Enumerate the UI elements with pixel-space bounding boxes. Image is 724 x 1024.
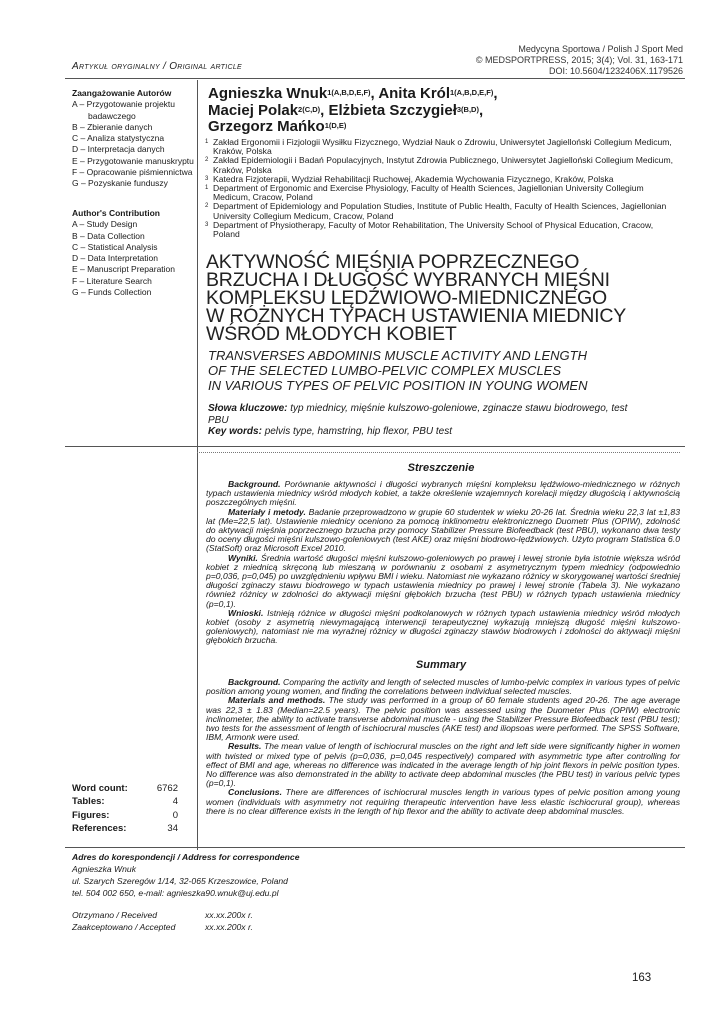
affiliation-number: 1 xyxy=(205,139,209,145)
title-line: W RÓŻNYCH TYPACH USTAWIENIA MIEDNICY xyxy=(206,305,627,327)
keywords xyxy=(208,403,648,438)
paragraph-text: Comparing the activity and length of selected muscles of lumbo-pelvic complex in various types of pelvic position among young women, and finding the correlations between individual selected muscles. xyxy=(206,677,681,697)
author xyxy=(208,102,328,119)
date-row xyxy=(72,921,253,933)
author-name: Anita Król xyxy=(378,85,450,102)
section-divider xyxy=(65,446,685,447)
title-english xyxy=(208,348,678,393)
article-type: Artykuł oryginalny / Original article xyxy=(72,61,243,72)
stat-label: Tables: xyxy=(72,796,105,808)
author xyxy=(208,85,378,102)
journal-name: Medycyna Sportowa / Polish J Sport Med xyxy=(518,44,683,54)
stat-value: 0 xyxy=(172,809,178,821)
paragraph-label: Materiały i metody. xyxy=(228,506,306,517)
author-superscript: 3(B,D) xyxy=(456,104,479,114)
affiliation-text: Department of Epidemiology and Population Studies, Institute of Public Health, Faculty of Health Sciences, Jagiellonian University Collegium Medicum, Cracow, Poland xyxy=(213,201,667,221)
abstract-paragraph xyxy=(206,508,680,554)
author-superscript: 2(C,D) xyxy=(298,104,321,114)
title-line: IN VARIOUS TYPES OF PELVIC POSITION IN YOUNG WOMEN xyxy=(208,378,588,393)
abstract-paragraph xyxy=(206,480,680,508)
author-name: Grzegorz Mańko xyxy=(208,118,325,135)
contribution-item: G – Pozyskanie funduszy xyxy=(72,178,168,189)
stat-value: 34 xyxy=(167,822,178,834)
title-line: AKTYWNOŚĆ MIĘŚNIA POPRZECZNEGO xyxy=(206,251,580,273)
contribution-item: C – Analiza statystyczna xyxy=(72,133,165,144)
contribution-item: E – Manuscript Preparation xyxy=(72,264,175,275)
author-separator: , xyxy=(493,85,498,102)
author-name: Elżbieta Szczygieł xyxy=(328,101,457,119)
author-line xyxy=(208,119,668,136)
affiliation-text: Zakład Ergonomii i Fizjologii Wysiłku Fizycznego, Wydział Nauk o Zdrowiu, Uniwersytet Jagielloński Collegium Medicum, Kraków, Polska xyxy=(213,137,672,157)
journal-copyright: © MEDSPORTPRESS, 2015; 3(4); Vol. 31, 163-171 xyxy=(475,55,683,65)
affiliation-number: 2 xyxy=(205,157,209,164)
paragraph-label: Background. xyxy=(228,479,281,489)
article-stats xyxy=(72,782,178,835)
stat-label: References: xyxy=(72,822,127,834)
contribution-item: C – Statistical Analysis xyxy=(72,241,158,252)
author-superscript: 1(A,B,D,E,F) xyxy=(449,88,494,97)
affiliation-text: Department of Physiotherapy, Faculty of Motor Rehabilitation, The University School of Physical Education, Cracow, Poland xyxy=(213,219,654,240)
correspondence-line: ul. Szarych Szeregów 1/14, 32-065 Krzeszowice, Poland xyxy=(72,876,288,886)
author xyxy=(328,102,483,119)
journal-doi: DOI: 10.5604/1232406X.1179526 xyxy=(549,66,683,76)
abstract-paragraph xyxy=(206,742,680,788)
dates xyxy=(72,909,253,933)
keywords-pl-label: Słowa kluczowe: xyxy=(208,403,288,414)
affiliation xyxy=(205,221,675,239)
paragraph-label: Conclusions. xyxy=(228,787,282,798)
keywords-pl xyxy=(208,403,648,426)
affiliation xyxy=(205,138,675,156)
paragraph-label: Results. xyxy=(228,741,262,752)
paragraph-label: Materials and methods. xyxy=(228,695,326,706)
stat-label: Figures: xyxy=(72,809,110,821)
title-line: KOMPLEKSU LĘDŹWIOWO-MIEDNICZNEGO xyxy=(206,287,607,309)
title-polish xyxy=(206,253,676,343)
author-separator: , xyxy=(370,85,379,102)
keywords-en-label: Key words: xyxy=(208,426,262,437)
title-line: WŚRÓD MŁODYCH KOBIET xyxy=(206,323,457,345)
contribution-item: F – Literature Search xyxy=(72,275,152,286)
date-label: Zaakceptowano / Accepted xyxy=(72,922,176,932)
stat-row xyxy=(72,795,178,808)
title-line: BRZUCHA I DŁUGOŚĆ WYBRANYCH MIĘŚNI xyxy=(206,269,610,291)
paragraph-text: The mean value of length of ischiocrural muscles on the right and left side were significantly higher in women with twisted or mixed type of pelvis (p=0,036, p=0,045 respectively) compared with asymmetric type after controlling for effect of BMI and age, whereas no difference was indicated in the average length of hip joint flexors in pelvic position types. No difference was also demonstrated in the ability to activate deep abdominal muscles (the PBU test) in various pelvic types (p=0,1). xyxy=(206,741,681,789)
paragraph-text: Średnia wartość długości mięśni kulszowo-goleniowych po prawej i lewej stronie była istotnie większa wśród kobiet z miednicą skręconą lub mieszaną w porównaniu z osobami z asymetrycznym typem miednicy (odpowiednio p=0,036, p=0,045) po uwzględnieniu wpływu BMI i wieku. Natomiast nie wykazano różnicy w skorygowanej wartości średniej długości zginaczy stawu biodrowego w typach ustawienia miednicy po prawej i lewej stronie (Tabela 3). Nie wykazano również różnicy w zdolności do aktywacji mięśni głębokich brzucha (test PBU) w różnych typach ustawienia miednicy (p=0,1). xyxy=(206,552,680,609)
author-separator: , xyxy=(320,101,329,119)
contribution-item: B – Zbieranie danych xyxy=(72,121,153,132)
contribution-item: D – Data Interpretation xyxy=(72,253,158,264)
stat-row xyxy=(72,822,178,835)
contribution-item: badawczego xyxy=(88,110,136,121)
author-superscript: 1(D,E) xyxy=(324,121,347,130)
contribution-item: B – Data Collection xyxy=(72,230,145,241)
keywords-pl-text: typ miednicy, mięśnie kulszowo-goleniowe, zginacze stawu biodrowego, test PBU xyxy=(208,403,628,426)
stat-value: 6762 xyxy=(156,783,178,794)
date-label: Otrzymano / Received xyxy=(72,910,158,920)
affiliation-number: 3 xyxy=(205,175,209,182)
contribution-heading-en: Author's Contribution xyxy=(72,208,160,218)
abstract-paragraph xyxy=(206,678,680,696)
date-value: xx.xx.200x r. xyxy=(205,910,253,920)
keywords-en xyxy=(208,426,648,438)
top-divider xyxy=(65,78,685,79)
affiliation-number: 3 xyxy=(205,221,209,228)
stat-label: Word count: xyxy=(72,783,128,794)
stat-row xyxy=(72,809,178,822)
author-contribution-en xyxy=(72,208,190,298)
paragraph-text: Badanie przeprowadzono w grupie 60 studentek w wieku 20-26 lat. Średnia wieku 22,3 lat ±1,83 lat (Me=22,5 lat). Ustawienie miednicy oceniono za pomocą inklinometru elektronicznego Duometr Plus (OPIW), zdolność do aktywacji mięśnia poprzecznego brzucha przy pomocy Stabilizer Pressure Biofeedback (test PBU), wykonano dwa testy do oceny długości mięśni kulszowo-goleniowych (test AKE) oraz mięśni biodrowo-lędźwiowych. Użyto program Statistica 6.0 (StatSoft) oraz Microsoft Excel 2010. xyxy=(206,506,680,554)
paragraph-text: There are differences of ischiocrural muscles length in various types of pelvic position among young women (individuals with asymmetry not requiring therapeutic intervention have less elastic ischiocrural group), whereas there is no clear difference exists in the length of hip flexor and the ability to activate deep abdominal muscles. xyxy=(206,787,680,816)
date-value: xx.xx.200x r. xyxy=(205,922,253,932)
abstract-english xyxy=(206,678,680,816)
paragraph-label: Wnioski. xyxy=(228,607,264,618)
date-row xyxy=(72,909,253,921)
correspondence-heading: Adres do korespondencji / Address for correspondence xyxy=(72,852,300,862)
abstract-polish xyxy=(206,480,680,646)
abstract-paragraph xyxy=(206,788,680,816)
affiliation xyxy=(205,202,675,220)
contribution-item: G – Funds Collection xyxy=(72,287,152,298)
affiliation-number: 1 xyxy=(205,185,209,192)
contribution-item: D – Interpretacja danych xyxy=(72,144,165,155)
affiliation-number: 2 xyxy=(205,203,209,210)
affiliation xyxy=(205,156,675,174)
title-line: TRANSVERSES ABDOMINIS MUSCLE ACTIVITY AND LENGTH xyxy=(208,348,587,363)
paragraph-label: Background. xyxy=(228,677,281,687)
author-name: Agnieszka Wnuk xyxy=(208,85,328,102)
page-number: 163 xyxy=(632,972,652,984)
author-line xyxy=(208,103,668,120)
author-name: Maciej Polak xyxy=(208,101,299,119)
author-list xyxy=(208,86,668,136)
summary-heading: Summary xyxy=(415,659,467,671)
streszczenie-heading: Streszczenie xyxy=(407,462,475,474)
author-line xyxy=(208,86,668,103)
contribution-item: F – Opracowanie piśmiennictwa xyxy=(72,167,193,178)
paragraph-label: Wyniki. xyxy=(228,552,258,563)
author xyxy=(208,118,346,135)
paragraph-text: The study was performed in a group of 60 female students aged 20-26. The age average was 22,3 ± 1.83 (Median=22.5 years). The pelvic position was assessed using the Duometer Plus (OPIW) electronic inclinometer, the ability to activate transverse abdominal muscle - using the Stabilizer Pressure Biofeedback test (PBU test); two tests for the assessment of length of ischiocrural muscles (AKE test) and iliopsoas were performed. The SPSS Software, IBM, Armonk were used. xyxy=(206,695,680,743)
correspondence-line: tel. 504 002 650, e-mail: agnieszka90.wnuk@uj.edu.pl xyxy=(72,888,279,898)
author-separator: , xyxy=(478,101,484,119)
affiliation-text: Department of Ergonomic and Exercise Physiology, Faculty of Health Sciences, Jagiellonian University Collegium Medicum, Cracow, Poland xyxy=(213,183,644,203)
affiliation-text: Zakład Epidemiologii i Badań Populacyjnych, Instytut Zdrowia Publicznego, Uniwersytet Jagielloński Collegium Medicum, Kraków, Polska xyxy=(213,155,673,175)
contribution-item: E – Przygotowanie manuskryptu xyxy=(72,155,194,166)
correspondence-line: Agnieszka Wnuk xyxy=(72,864,137,874)
affiliation xyxy=(205,184,675,202)
stat-value: 4 xyxy=(172,796,178,808)
journal-info xyxy=(476,44,683,77)
abstract-paragraph xyxy=(206,554,680,609)
contribution-item: A – Przygotowanie projektu xyxy=(72,99,176,110)
correspondence xyxy=(72,851,299,899)
keywords-en-text: pelvis type, hamstring, hip flexor, PBU test xyxy=(264,426,452,437)
abstract-paragraph xyxy=(206,609,680,646)
title-line: OF THE SELECTED LUMBO-PELVIC COMPLEX MUSCLES xyxy=(208,363,562,378)
contribution-item: A – Study Design xyxy=(72,219,138,230)
author xyxy=(378,85,497,102)
contribution-heading-pl: Zaangażowanie Autorów xyxy=(72,88,172,98)
bottom-divider xyxy=(65,847,685,848)
abstract-paragraph xyxy=(206,696,680,742)
paragraph-text: Porównanie aktywności i długości wybranych mięśni kompleksu lędźwiowo-miednicznego w różnych typach ustawienia miednicy wśród młodych kobiet, a także określenie wzajemnych korelacji między długością i aktywnością poszczególnych mięśni. xyxy=(206,479,680,508)
affiliation-text: Katedra Fizjoterapii, Wydział Rehabilitacji Ruchowej, Akademia Wychowania Fizycznego, Kraków, Polska xyxy=(213,173,614,184)
paragraph-text: Istnieją różnice w długości mięśni podkolanowych w różnych typach ustawienia miednicy wśród młodych kobiet (osoby z asymetrią niewymagającą interwencji terapeutycznej wykazują mniejszą długość mięśni kulszowo-goleniowych), natomiast nie ma wyraźnej różnicy w długości zginaczy stawów biodrowych i zdolności do aktywacji mięśni głębokich brzucha. xyxy=(206,607,681,646)
author-superscript: 1(A,B,D,E,F) xyxy=(327,88,371,97)
author-contribution-pl xyxy=(72,88,194,190)
affiliations xyxy=(205,138,675,239)
stat-row xyxy=(72,782,178,795)
